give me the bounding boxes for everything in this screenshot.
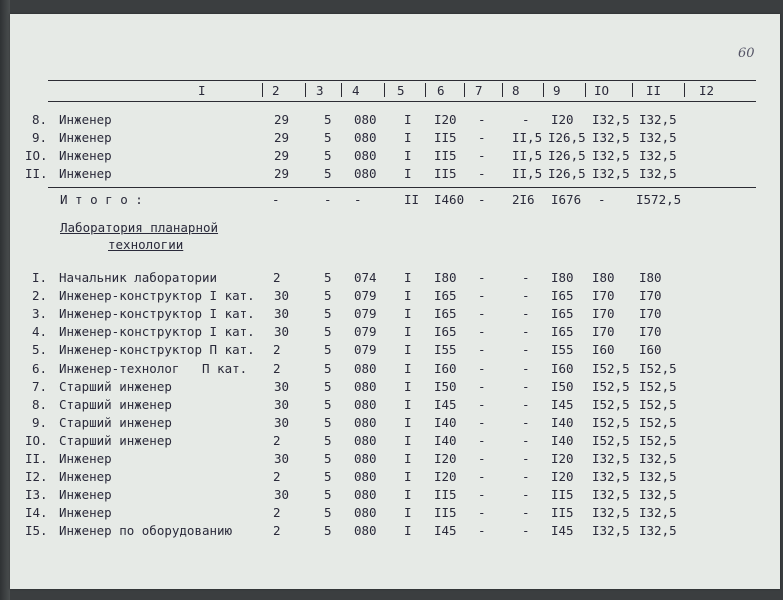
row-lab-cell-3-7: -	[478, 324, 486, 339]
column-separator	[262, 83, 263, 97]
row-top-cell-1-3: 5	[324, 130, 332, 145]
row-lab-cell-4-4: 079	[354, 342, 377, 357]
row-lab-cell-8-4: 080	[354, 415, 377, 430]
row-lab-cell-12-7: -	[478, 487, 486, 502]
column-header-10: IO	[594, 83, 610, 98]
row-lab-position-3: Инженер-конструктор I кат.	[59, 324, 255, 339]
row-lab-cell-0-6: I80	[434, 270, 457, 285]
row-top-cell-3-4: 080	[354, 166, 377, 181]
row-lab-cell-2-11: I70	[639, 306, 662, 321]
row-lab-cell-8-2: 30	[274, 415, 290, 430]
section-title-line-1: Лаборатория планарной	[60, 220, 219, 235]
row-lab-number-2: 3.	[32, 306, 48, 321]
row-lab-cell-2-2: 30	[274, 306, 290, 321]
row-lab-cell-7-2: 30	[274, 397, 290, 412]
row-lab-cell-9-3: 5	[324, 433, 332, 448]
total-cell-2: -	[272, 192, 280, 207]
row-lab-cell-9-11: I52,5	[639, 433, 677, 448]
column-header-1: I	[198, 83, 206, 98]
column-header-4: 4	[352, 83, 360, 98]
row-lab-cell-12-9: II5	[551, 487, 574, 502]
row-top-cell-0-7: -	[478, 112, 486, 127]
row-lab-cell-10-10: I32,5	[592, 451, 630, 466]
row-lab-number-4: 5.	[32, 342, 48, 357]
row-lab-cell-12-4: 080	[354, 487, 377, 502]
row-lab-cell-4-10: I60	[592, 342, 615, 357]
row-lab-cell-3-8: -	[522, 324, 530, 339]
column-header-11: II	[646, 83, 662, 98]
row-lab-cell-9-7: -	[478, 433, 486, 448]
row-top-cell-1-10: I32,5	[592, 130, 630, 145]
row-lab-cell-8-10: I52,5	[592, 415, 630, 430]
row-lab-cell-5-10: I52,5	[592, 361, 630, 376]
row-lab-cell-0-11: I80	[639, 270, 662, 285]
row-top-cell-1-11: I32,5	[639, 130, 677, 145]
row-lab-number-13: I4.	[25, 505, 48, 520]
row-top-cell-2-3: 5	[324, 148, 332, 163]
column-header-5: 5	[397, 83, 405, 98]
row-lab-cell-4-8: -	[522, 342, 530, 357]
row-lab-position-14: Инженер по оборудованию	[59, 523, 233, 538]
row-lab-cell-1-11: I70	[639, 288, 662, 303]
row-lab-position-9: Старший инженер	[59, 433, 172, 448]
row-top-position-3: Инженер	[59, 166, 112, 181]
row-lab-cell-8-7: -	[478, 415, 486, 430]
row-top-cell-3-9: I26,5	[548, 166, 586, 181]
row-lab-cell-2-9: I65	[551, 306, 574, 321]
row-lab-cell-11-6: I20	[434, 469, 457, 484]
row-lab-cell-6-3: 5	[324, 379, 332, 394]
row-lab-cell-14-2: 2	[273, 523, 281, 538]
row-lab-cell-9-9: I40	[551, 433, 574, 448]
row-lab-cell-12-6: II5	[434, 487, 457, 502]
row-lab-cell-11-9: I20	[551, 469, 574, 484]
row-lab-cell-2-10: I70	[592, 306, 615, 321]
row-lab-cell-4-9: I55	[551, 342, 574, 357]
column-separator	[305, 83, 306, 97]
row-lab-cell-11-4: 080	[354, 469, 377, 484]
row-lab-cell-1-5: I	[404, 288, 412, 303]
column-separator	[425, 83, 426, 97]
row-lab-number-9: IO.	[25, 433, 48, 448]
row-lab-cell-10-3: 5	[324, 451, 332, 466]
row-lab-cell-9-5: I	[404, 433, 412, 448]
row-top-number-1: 9.	[32, 130, 48, 145]
row-lab-cell-14-8: -	[522, 523, 530, 538]
row-top-cell-3-8: II,5	[512, 166, 543, 181]
row-lab-cell-1-2: 30	[274, 288, 290, 303]
row-lab-cell-13-5: I	[404, 505, 412, 520]
row-top-cell-1-2: 29	[274, 130, 290, 145]
row-top-cell-1-8: II,5	[512, 130, 543, 145]
row-lab-cell-0-10: I80	[592, 270, 615, 285]
row-lab-cell-6-2: 30	[274, 379, 290, 394]
row-lab-cell-0-4: 074	[354, 270, 377, 285]
row-lab-cell-6-8: -	[522, 379, 530, 394]
row-top-cell-2-9: I26,5	[548, 148, 586, 163]
row-lab-cell-14-10: I32,5	[592, 523, 630, 538]
row-lab-cell-3-4: 079	[354, 324, 377, 339]
row-lab-cell-10-11: I32,5	[639, 451, 677, 466]
row-lab-cell-8-5: I	[404, 415, 412, 430]
row-top-cell-2-7: -	[478, 148, 486, 163]
row-lab-cell-4-7: -	[478, 342, 486, 357]
row-lab-cell-11-11: I32,5	[639, 469, 677, 484]
row-lab-cell-8-11: I52,5	[639, 415, 677, 430]
total-cell-8: 2I6	[512, 192, 535, 207]
column-header-6: 6	[437, 83, 445, 98]
row-lab-cell-13-4: 080	[354, 505, 377, 520]
total-cell-11: I572,5	[636, 192, 682, 207]
row-lab-cell-6-10: I52,5	[592, 379, 630, 394]
column-header-7: 7	[475, 83, 483, 98]
row-lab-cell-13-3: 5	[324, 505, 332, 520]
row-top-cell-2-2: 29	[274, 148, 290, 163]
row-lab-cell-11-3: 5	[324, 469, 332, 484]
row-lab-cell-5-6: I60	[434, 361, 457, 376]
row-lab-cell-13-9: II5	[551, 505, 574, 520]
row-lab-cell-14-9: I45	[551, 523, 574, 538]
column-separator	[684, 83, 685, 97]
total-cell-9: I676	[551, 192, 582, 207]
row-lab-cell-7-10: I52,5	[592, 397, 630, 412]
row-lab-cell-10-8: -	[522, 451, 530, 466]
row-lab-cell-11-10: I32,5	[592, 469, 630, 484]
row-top-position-1: Инженер	[59, 130, 112, 145]
row-lab-number-3: 4.	[32, 324, 48, 339]
row-top-cell-3-3: 5	[324, 166, 332, 181]
row-lab-position-2: Инженер-конструктор I кат.	[59, 306, 255, 321]
row-lab-cell-8-6: I40	[434, 415, 457, 430]
total-cell-3: -	[324, 192, 332, 207]
row-lab-cell-2-4: 079	[354, 306, 377, 321]
row-lab-cell-13-6: II5	[434, 505, 457, 520]
row-top-cell-2-8: II,5	[512, 148, 543, 163]
row-lab-cell-3-3: 5	[324, 324, 332, 339]
row-lab-position-7: Старший инженер	[59, 397, 172, 412]
page-edge	[0, 0, 10, 600]
row-lab-cell-11-2: 2	[273, 469, 281, 484]
row-top-cell-2-11: I32,5	[639, 148, 677, 163]
row-lab-cell-7-8: -	[522, 397, 530, 412]
total-cell-6: I460	[434, 192, 465, 207]
column-separator	[341, 83, 342, 97]
row-top-position-2: Инженер	[59, 148, 112, 163]
section-title-line-2: технологии	[108, 237, 184, 252]
row-lab-cell-7-7: -	[478, 397, 486, 412]
row-lab-cell-2-8: -	[522, 306, 530, 321]
row-lab-cell-0-5: I	[404, 270, 412, 285]
row-lab-cell-7-11: I52,5	[639, 397, 677, 412]
row-lab-number-6: 7.	[32, 379, 48, 394]
row-lab-cell-12-11: I32,5	[639, 487, 677, 502]
row-lab-cell-1-8: -	[522, 288, 530, 303]
row-lab-cell-14-6: I45	[434, 523, 457, 538]
row-top-cell-2-4: 080	[354, 148, 377, 163]
row-lab-cell-13-7: -	[478, 505, 486, 520]
row-lab-cell-5-9: I60	[551, 361, 574, 376]
row-lab-cell-2-3: 5	[324, 306, 332, 321]
row-top-cell-0-11: I32,5	[639, 112, 677, 127]
row-lab-number-7: 8.	[32, 397, 48, 412]
row-top-cell-3-5: I	[404, 166, 412, 181]
row-lab-number-11: I2.	[25, 469, 48, 484]
row-top-cell-3-6: II5	[434, 166, 457, 181]
row-lab-cell-12-2: 30	[274, 487, 290, 502]
row-lab-cell-6-11: I52,5	[639, 379, 677, 394]
row-lab-cell-3-6: I65	[434, 324, 457, 339]
row-lab-cell-5-4: 080	[354, 361, 377, 376]
row-lab-cell-10-6: I20	[434, 451, 457, 466]
column-separator	[464, 83, 465, 97]
row-top-number-0: 8.	[32, 112, 48, 127]
row-lab-cell-14-11: I32,5	[639, 523, 677, 538]
row-lab-cell-14-7: -	[478, 523, 486, 538]
row-top-cell-2-5: I	[404, 148, 412, 163]
column-separator	[502, 83, 503, 97]
row-lab-cell-1-4: 079	[354, 288, 377, 303]
row-lab-position-1: Инженер-конструктор I кат.	[59, 288, 255, 303]
row-lab-cell-3-2: 30	[274, 324, 290, 339]
row-lab-number-5: 6.	[32, 361, 48, 376]
row-lab-cell-2-5: I	[404, 306, 412, 321]
row-lab-cell-10-7: -	[478, 451, 486, 466]
row-lab-position-10: Инженер	[59, 451, 112, 466]
row-lab-cell-3-9: I65	[551, 324, 574, 339]
row-top-cell-1-9: I26,5	[548, 130, 586, 145]
row-lab-cell-9-2: 2	[273, 433, 281, 448]
row-lab-cell-9-10: I52,5	[592, 433, 630, 448]
column-separator	[585, 83, 586, 97]
row-lab-cell-0-7: -	[478, 270, 486, 285]
row-lab-cell-0-2: 2	[273, 270, 281, 285]
row-lab-position-4: Инженер-конструктор П кат.	[59, 342, 255, 357]
row-lab-position-11: Инженер	[59, 469, 112, 484]
row-lab-cell-2-7: -	[478, 306, 486, 321]
row-lab-cell-4-2: 2	[273, 342, 281, 357]
row-lab-cell-9-8: -	[522, 433, 530, 448]
row-lab-number-12: I3.	[25, 487, 48, 502]
total-rule	[48, 187, 756, 188]
row-lab-number-14: I5.	[25, 523, 48, 538]
row-top-cell-3-2: 29	[274, 166, 290, 181]
row-lab-cell-13-11: I32,5	[639, 505, 677, 520]
column-separator	[543, 83, 544, 97]
row-top-cell-0-6: I20	[434, 112, 457, 127]
row-lab-cell-0-9: I80	[551, 270, 574, 285]
row-lab-cell-10-4: 080	[354, 451, 377, 466]
row-top-cell-1-6: II5	[434, 130, 457, 145]
row-lab-cell-4-11: I60	[639, 342, 662, 357]
row-top-cell-3-7: -	[478, 166, 486, 181]
column-header-2: 2	[272, 83, 280, 98]
row-lab-cell-9-4: 080	[354, 433, 377, 448]
row-lab-cell-12-10: I32,5	[592, 487, 630, 502]
row-top-cell-1-5: I	[404, 130, 412, 145]
row-lab-position-13: Инженер	[59, 505, 112, 520]
row-lab-cell-4-5: I	[404, 342, 412, 357]
row-top-cell-3-10: I32,5	[592, 166, 630, 181]
row-lab-cell-4-6: I55	[434, 342, 457, 357]
row-lab-cell-5-5: I	[404, 361, 412, 376]
row-lab-cell-6-9: I50	[551, 379, 574, 394]
header-bottom-rule	[48, 101, 756, 102]
row-lab-cell-1-7: -	[478, 288, 486, 303]
row-lab-cell-5-2: 2	[273, 361, 281, 376]
row-lab-cell-1-10: I70	[592, 288, 615, 303]
row-lab-cell-2-6: I65	[434, 306, 457, 321]
row-top-cell-0-10: I32,5	[592, 112, 630, 127]
row-lab-cell-5-3: 5	[324, 361, 332, 376]
row-lab-cell-8-9: I40	[551, 415, 574, 430]
document-page	[10, 14, 780, 589]
row-top-position-0: Инженер	[59, 112, 112, 127]
row-lab-cell-13-2: 2	[273, 505, 281, 520]
row-lab-position-6: Старший инженер	[59, 379, 172, 394]
row-lab-cell-1-9: I65	[551, 288, 574, 303]
row-lab-cell-13-10: I32,5	[592, 505, 630, 520]
row-top-cell-0-3: 5	[324, 112, 332, 127]
row-top-cell-2-6: II5	[434, 148, 457, 163]
row-lab-position-5: Инженер-технолог П кат.	[59, 361, 248, 376]
row-lab-cell-3-10: I70	[592, 324, 615, 339]
row-lab-number-1: 2.	[32, 288, 48, 303]
row-lab-cell-3-5: I	[404, 324, 412, 339]
column-header-3: 3	[316, 83, 324, 98]
column-separator	[384, 83, 385, 97]
column-separator	[632, 83, 633, 97]
row-lab-cell-5-8: -	[522, 361, 530, 376]
row-lab-cell-6-7: -	[478, 379, 486, 394]
row-lab-cell-12-3: 5	[324, 487, 332, 502]
row-lab-cell-0-3: 5	[324, 270, 332, 285]
total-cell-7: -	[478, 192, 486, 207]
row-lab-cell-7-4: 080	[354, 397, 377, 412]
row-lab-cell-4-3: 5	[324, 342, 332, 357]
row-lab-cell-1-3: 5	[324, 288, 332, 303]
column-header-12: I2	[699, 83, 715, 98]
row-lab-cell-8-3: 5	[324, 415, 332, 430]
row-top-cell-0-4: 080	[354, 112, 377, 127]
header-top-rule	[48, 80, 756, 81]
row-lab-cell-12-8: -	[522, 487, 530, 502]
row-lab-position-8: Старший инженер	[59, 415, 172, 430]
row-lab-cell-14-3: 5	[324, 523, 332, 538]
page-number: 60	[738, 46, 755, 61]
row-top-cell-2-10: I32,5	[592, 148, 630, 163]
total-cell-10: -	[598, 192, 606, 207]
row-lab-cell-13-8: -	[522, 505, 530, 520]
row-lab-number-0: I.	[32, 270, 48, 285]
row-lab-cell-9-6: I40	[434, 433, 457, 448]
row-lab-cell-0-8: -	[522, 270, 530, 285]
row-top-cell-1-7: -	[478, 130, 486, 145]
row-top-cell-0-2: 29	[274, 112, 290, 127]
row-top-cell-1-4: 080	[354, 130, 377, 145]
total-cell-4: -	[354, 192, 362, 207]
row-lab-cell-7-6: I45	[434, 397, 457, 412]
row-lab-position-12: Инженер	[59, 487, 112, 502]
total-label: И т о г о :	[60, 192, 143, 207]
row-lab-cell-6-5: I	[404, 379, 412, 394]
column-header-8: 8	[512, 83, 520, 98]
row-lab-cell-11-5: I	[404, 469, 412, 484]
row-lab-cell-7-9: I45	[551, 397, 574, 412]
row-lab-cell-14-5: I	[404, 523, 412, 538]
row-top-cell-0-5: I	[404, 112, 412, 127]
row-lab-cell-7-3: 5	[324, 397, 332, 412]
row-lab-cell-6-4: 080	[354, 379, 377, 394]
row-lab-cell-14-4: 080	[354, 523, 377, 538]
row-lab-cell-10-9: I20	[551, 451, 574, 466]
row-lab-cell-10-2: 30	[274, 451, 290, 466]
row-lab-cell-11-8: -	[522, 469, 530, 484]
row-lab-cell-11-7: -	[478, 469, 486, 484]
total-cell-5: II	[404, 192, 420, 207]
row-top-cell-0-8: -	[522, 112, 530, 127]
row-lab-position-0: Начальник лаборатории	[59, 270, 218, 285]
row-top-number-3: II.	[25, 166, 48, 181]
row-lab-cell-12-5: I	[404, 487, 412, 502]
row-top-number-2: IO.	[25, 148, 48, 163]
row-lab-cell-5-7: -	[478, 361, 486, 376]
row-lab-cell-8-8: -	[522, 415, 530, 430]
row-top-cell-3-11: I32,5	[639, 166, 677, 181]
row-lab-cell-7-5: I	[404, 397, 412, 412]
row-lab-cell-10-5: I	[404, 451, 412, 466]
row-top-cell-0-9: I20	[551, 112, 574, 127]
row-lab-number-8: 9.	[32, 415, 48, 430]
row-lab-number-10: II.	[25, 451, 48, 466]
row-lab-cell-1-6: I65	[434, 288, 457, 303]
column-header-9: 9	[553, 83, 561, 98]
row-lab-cell-6-6: I50	[434, 379, 457, 394]
row-lab-cell-3-11: I70	[639, 324, 662, 339]
row-lab-cell-5-11: I52,5	[639, 361, 677, 376]
